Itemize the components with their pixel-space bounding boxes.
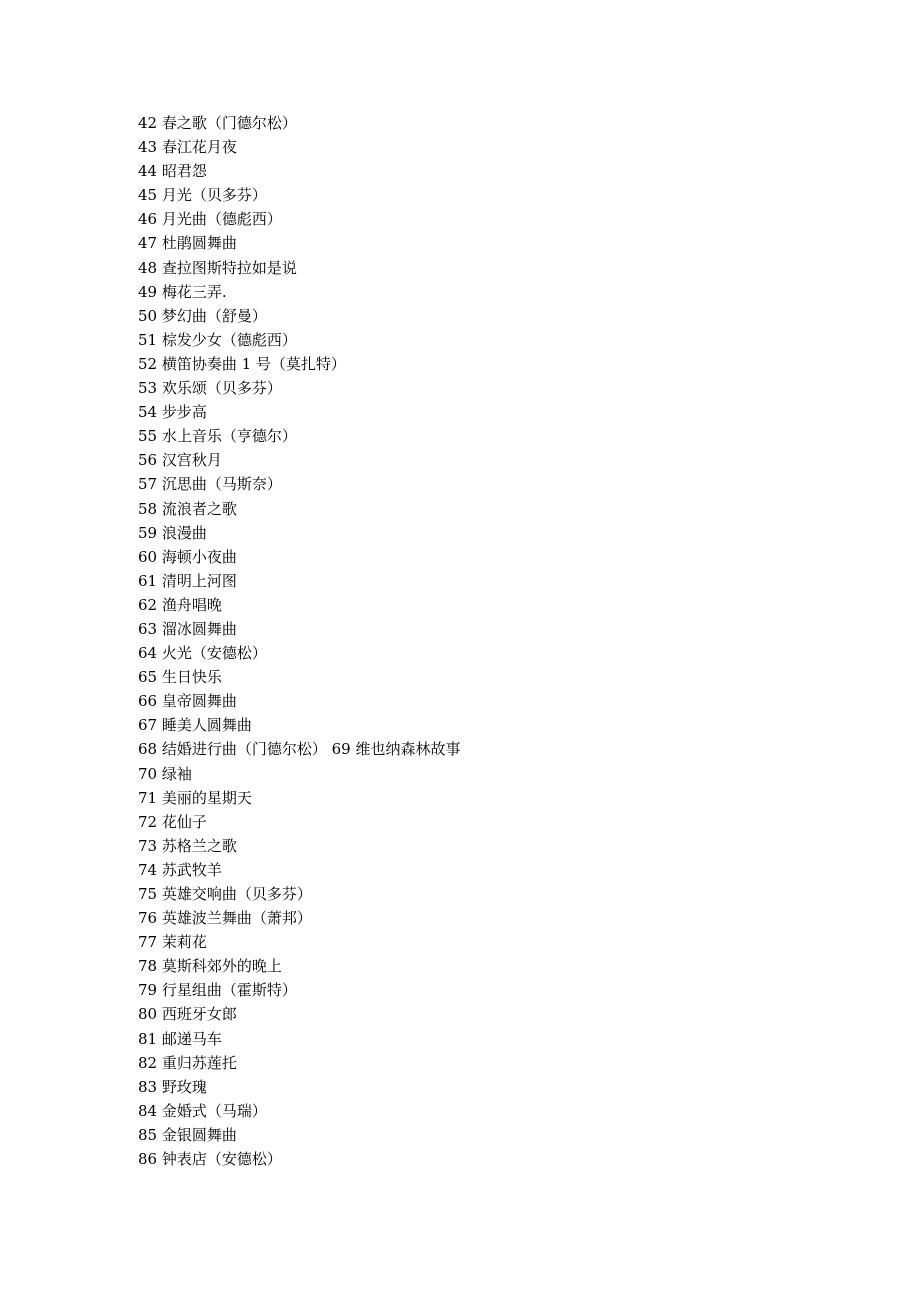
list-item: 49 梅花三弄. xyxy=(138,282,227,301)
list-item: 51 棕发少女（德彪西） xyxy=(138,330,297,349)
list-item: 53 欢乐颂（贝多芬） xyxy=(138,379,282,398)
list-item: 52 横笛协奏曲 1 号（莫扎特） xyxy=(138,354,346,373)
list-item: 78 莫斯科郊外的晚上 xyxy=(138,957,282,976)
list-item: 66 皇帝圆舞曲 xyxy=(138,692,237,711)
list-item: 77 茉莉花 xyxy=(138,933,207,952)
list-item: 58 流浪者之歌 xyxy=(138,499,237,518)
list-item: 72 花仙子 xyxy=(138,812,207,831)
list-item: 54 步步高 xyxy=(138,403,207,422)
list-item: 50 梦幻曲（舒曼） xyxy=(138,306,267,325)
list-item: 76 英雄波兰舞曲（萧邦） xyxy=(138,909,312,928)
list-item: 60 海顿小夜曲 xyxy=(138,547,237,566)
list-item: 73 苏格兰之歌 xyxy=(138,836,237,855)
list-item: 45 月光（贝多芬） xyxy=(138,186,267,205)
list-item: 42 春之歌（门德尔松） xyxy=(138,114,297,132)
list-item: 81 邮递马车 xyxy=(138,1029,222,1048)
list-item: 80 西班牙女郎 xyxy=(138,1005,237,1024)
list-item: 67 睡美人圆舞曲 xyxy=(138,716,252,735)
list-item: 83 野玫瑰 xyxy=(138,1077,207,1096)
list-item: 57 沉思曲（马斯奈） xyxy=(138,475,282,494)
list-item: 43 春江花月夜 xyxy=(138,138,237,157)
list-item: 85 金银圆舞曲 xyxy=(138,1125,237,1144)
list-item: 63 溜冰圆舞曲 xyxy=(138,619,237,638)
list-item: 79 行星组曲（霍斯特） xyxy=(138,981,297,1000)
music-list xyxy=(138,111,460,1171)
list-item: 47 杜鹃圆舞曲 xyxy=(138,234,237,253)
list-item: 59 浪漫曲 xyxy=(138,523,207,542)
list-item: 84 金婚式（马瑞） xyxy=(138,1101,267,1120)
list-item: 74 苏武牧羊 xyxy=(138,860,222,879)
list-item: 82 重归苏莲托 xyxy=(138,1053,237,1072)
list-item: 70 绿袖 xyxy=(138,764,192,783)
list-item: 64 火光（安德松） xyxy=(138,644,267,663)
list-item: 55 水上音乐（亨德尔） xyxy=(138,427,297,446)
list-item: 65 生日快乐 xyxy=(138,668,222,687)
list-item: 86 钟表店（安德松） xyxy=(138,1150,282,1169)
list-item: 61 清明上河图 xyxy=(138,571,237,590)
list-item: 71 美丽的星期天 xyxy=(138,788,252,807)
list-item: 44 昭君怨 xyxy=(138,162,207,181)
list-item: 56 汉宫秋月 xyxy=(138,451,222,470)
list-item: 48 查拉图斯特拉如是说 xyxy=(138,258,297,277)
list-item: 68 结婚进行曲（门德尔松） 69 维也纳森林故事 xyxy=(138,740,461,759)
list-item: 46 月光曲（德彪西） xyxy=(138,210,282,229)
list-item: 62 渔舟唱晚 xyxy=(138,595,222,614)
list-item: 75 英雄交响曲（贝多芬） xyxy=(138,885,312,903)
